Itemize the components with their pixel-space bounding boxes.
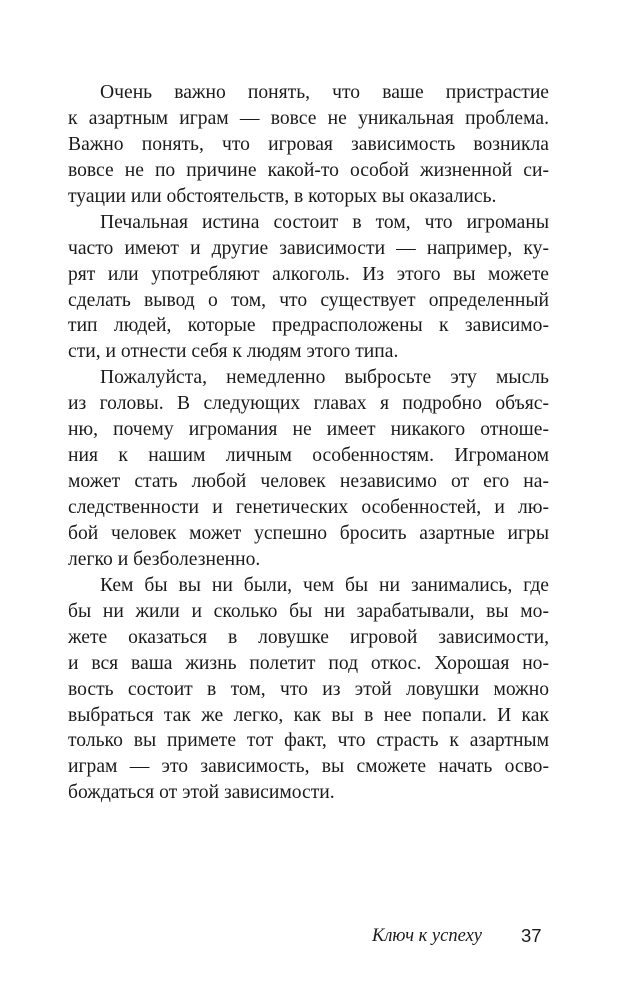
- text-line: сделать вывод о том, что существует определенный: [68, 289, 549, 311]
- text-line: Важно понять, что игровая зависимость возникла: [68, 133, 549, 155]
- text-line: часто имеют и другие зависимости — например, ку-: [68, 237, 549, 259]
- page-footer: [0, 924, 625, 948]
- text-line: рят или употребляют алкоголь. Из этого вы можете: [68, 263, 549, 285]
- text-line: только вы примете тот факт, что страсть к азартным: [68, 730, 549, 752]
- text-line: и вся ваша жизнь полетит под откос. Хорошая но-: [68, 652, 549, 674]
- text-line: ния к нашим личным особенностям. Игроманом: [68, 445, 549, 467]
- text-line: вовсе не по причине какой-то особой жизненной си-: [68, 159, 549, 181]
- text-line: Кем бы вы ни были, чем бы ни занимались, где: [100, 574, 549, 596]
- paragraph: [68, 210, 549, 366]
- text-line: может стать любой человек независимо от его на-: [68, 471, 549, 493]
- text-line: выбраться так же легко, как вы в нее попали. И как: [68, 704, 549, 726]
- text-line: тип людей, которые предрасположены к зависимо-: [68, 315, 549, 337]
- paragraph: [68, 365, 549, 573]
- text-line: следственности и генетических особенностей, и лю-: [68, 497, 549, 518]
- text-line: бы ни жили и сколько бы ни зарабатывали, вы мо-: [68, 600, 549, 622]
- text-line: Печальная истина состоит в том, что игроманы: [100, 211, 549, 233]
- text-line: из головы. В следующих главах я подробно объяс-: [68, 393, 549, 415]
- text-line: бождаться от этой зависимости.: [68, 782, 335, 804]
- paragraph: [68, 80, 549, 210]
- text-line: жете оказаться в ловушке игровой зависимости,: [68, 626, 549, 648]
- page-number: 37: [521, 925, 542, 946]
- text-line: к азартным играм — вовсе не уникальная проблема.: [68, 107, 549, 129]
- text-line: бой человек может успешно бросить азартные игры: [68, 522, 549, 544]
- text-line: играм — это зависимость, вы сможете начать осво-: [68, 756, 549, 778]
- text-line: вость состоит в том, что из этой ловушки можно: [68, 678, 549, 700]
- text-line: туации или обстоятельств, в которых вы оказались.: [68, 185, 497, 207]
- text-line: ню, почему игромания не имеет никакого отноше-: [68, 419, 549, 441]
- paragraph: [68, 573, 549, 806]
- text-line: Пожалуйста, немедленно выбросьте эту мысль: [100, 367, 549, 389]
- text-line: легко и безболезненно.: [68, 548, 261, 570]
- text-line: сти, и отнести себя к людям этого типа.: [68, 341, 399, 363]
- body-text: [68, 80, 549, 806]
- text-line: Очень важно понять, что ваше пристрастие: [100, 82, 549, 103]
- running-title: Ключ к успеху: [372, 926, 482, 946]
